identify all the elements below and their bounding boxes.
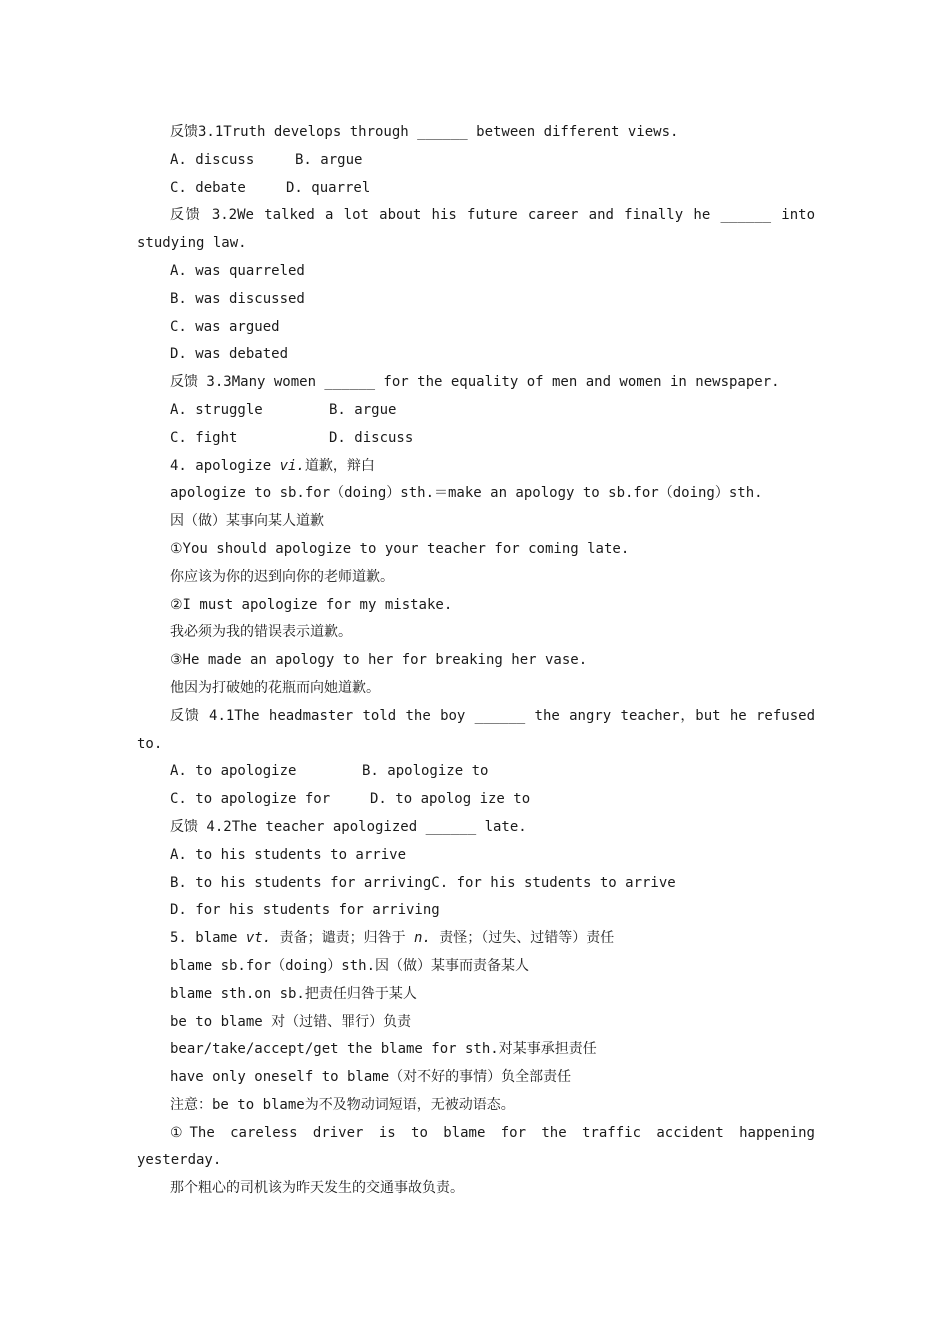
option-a: A. to his students to arrive [170, 846, 407, 863]
example-translation: 你应该为你的迟到向你的老师道歉。 [170, 568, 394, 585]
question-3-2-cont: studying law. [137, 235, 247, 252]
option-bc: B. to his students for arrivingC. for his students to arrive [170, 874, 676, 891]
option-a: A. discuss [170, 151, 255, 168]
option-c: C. was argued [170, 318, 280, 335]
options-4-1-cd [137, 786, 815, 814]
usage-translation: 因（做）某事向某人道歉 [170, 513, 324, 530]
definition: 责备；谴责；归咎于 [271, 930, 415, 947]
option-c: C. to apologize for [170, 791, 331, 808]
part-of-speech: vt. [245, 930, 272, 947]
question-3-2: 反馈 3.2We talked a lot about his future career and finally he ______ into [170, 207, 815, 224]
options-4-1-ab [137, 758, 815, 786]
usage-note: 注意：be to blame为不及物动词短语，无被动语态。 [170, 1096, 515, 1113]
example-translation: 我必须为我的错误表示道歉。 [170, 624, 352, 641]
option-b: B. apologize to [362, 763, 489, 780]
question-4-1-cont: to. [137, 735, 163, 752]
part-of-speech: vi. [279, 457, 305, 474]
word-number: 5. blame [170, 930, 246, 947]
option-a: A. was quarreled [170, 262, 305, 279]
option-d: D. for his students for arriving [170, 902, 440, 919]
options-3-3-ab [137, 397, 815, 425]
example-sentence: ①The careless driver is to blame for the traffic accident happening [170, 1124, 815, 1141]
definition: 责怪；（过失、过错等）责任 [430, 930, 615, 947]
option-d: D. quarrel [286, 179, 371, 196]
word-number: 4. apologize [170, 457, 280, 474]
usage-pattern: have only oneself to blame（对不好的事情）负全部责任 [170, 1069, 572, 1086]
word-heading-blame [137, 925, 815, 953]
document-body [137, 119, 815, 1203]
option-c: C. debate [170, 179, 246, 196]
usage-pattern: bear/take/accept/get the blame for sth.对某事承担责任 [170, 1041, 597, 1058]
example-sentence: ③He made an apology to her for breaking her vase. [170, 652, 588, 669]
option-b: B. was discussed [170, 290, 305, 307]
word-heading-apologize [137, 453, 815, 481]
question-3-3: 反馈 3.3Many women ______ for the equality of men and women in newspaper. [170, 374, 780, 391]
options-3-1-ab [137, 147, 815, 175]
option-b: B. argue [295, 151, 363, 168]
option-d: D. discuss [329, 429, 414, 446]
question-4-2: 反馈 4.2The teacher apologized ______ late. [170, 818, 527, 835]
options-3-3-cd [137, 425, 815, 453]
option-c: C. fight [170, 429, 238, 446]
option-d: D. to apolog ize to [370, 791, 531, 808]
option-b: B. argue [329, 401, 397, 418]
usage-pattern: be to blame 对（过错、罪行）负责 [170, 1013, 412, 1030]
part-of-speech: n. [414, 930, 431, 947]
example-translation: 他因为打破她的花瓶而向她道歉。 [170, 679, 380, 696]
options-3-1-cd [137, 175, 815, 203]
usage-pattern: blame sth.on sb.把责任归咎于某人 [170, 985, 417, 1002]
option-d: D. was debated [170, 346, 289, 363]
option-a: A. to apologize [170, 763, 297, 780]
option-a: A. struggle [170, 401, 263, 418]
question-4-1: 反馈 4.1The headmaster told the boy ______ the angry teacher，but he refused [170, 707, 815, 724]
usage-pattern: blame sb.for（doing）sth.因（做）某事而责备某人 [170, 957, 530, 974]
example-sentence: ②I must apologize for my mistake. [170, 596, 453, 613]
example-sentence: ①You should apologize to your teacher for coming late. [170, 540, 630, 557]
example-sentence-cont: yesterday. [137, 1152, 222, 1169]
definition: 道歉，辩白 [304, 457, 375, 474]
question-3-1: 反馈3.1Truth develops through ______ between different views. [170, 124, 679, 140]
usage-pattern: apologize to sb.for（doing）sth.＝make an apology to sb.for（doing）sth. [170, 485, 763, 502]
example-translation: 那个粗心的司机该为昨天发生的交通事故负责。 [170, 1180, 464, 1197]
